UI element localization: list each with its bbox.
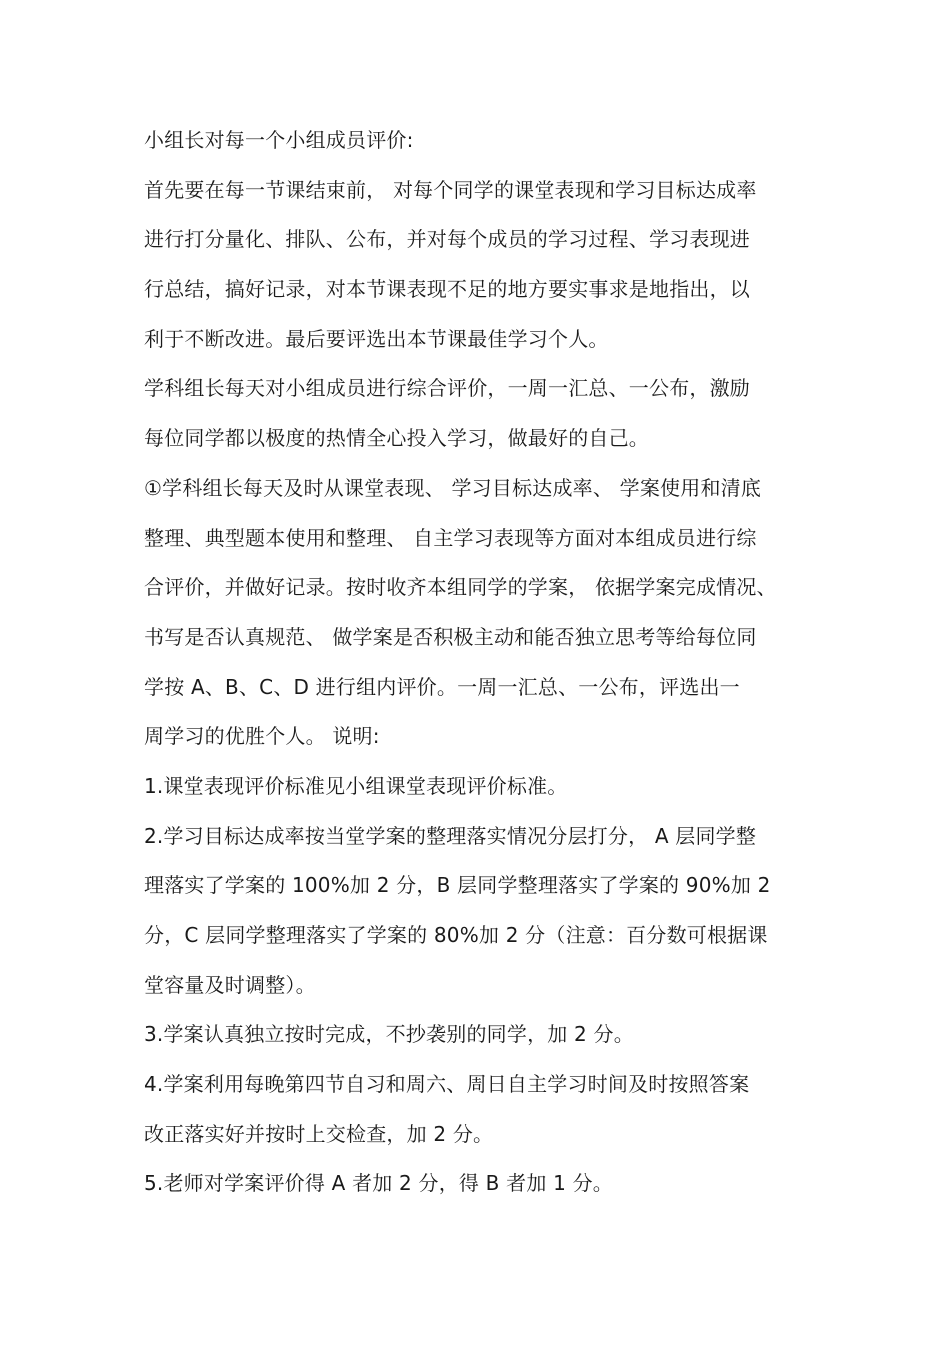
- text-line-19: 3.学案认真独立按时完成，不抄袭别的同学，加 2 分。: [144, 1022, 634, 1047]
- text-line-7: 每位同学都以极度的热情全心投入学习，做最好的自己。: [144, 426, 649, 451]
- text-line-11: 书写是否认真规范、 做学案是否积极主动和能否独立思考等给每位同: [144, 624, 757, 649]
- text-line-2: 首先要在每一节课结束前， 对每个同学的课堂表现和学习目标达成率: [144, 177, 757, 202]
- text-line-5: 利于不断改进。最后要评选出本节课最佳学习个人。: [144, 326, 609, 351]
- text-line-6: 学科组长每天对小组成员进行综合评价，一周一汇总、一公布，激励: [144, 376, 750, 401]
- text-line-20: 4.学案利用每晚第四节自习和周六、周日自主学习时间及时按照答案: [144, 1072, 750, 1097]
- text-line-18: 堂容量及时调整）。: [144, 972, 316, 997]
- text-line-8: ①学科组长每天及时从课堂表现、 学习目标达成率、 学案使用和清底: [144, 475, 762, 500]
- text-line-16: 理落实了学案的 100%加 2 分，B 层同学整理落实了学案的 90%加 2: [144, 873, 771, 898]
- text-line-15: 2.学习目标达成率按当堂学案的整理落实情况分层打分， A 层同学整: [144, 823, 757, 848]
- text-line-10: 合评价，并做好记录。按时收齐本组同学的学案， 依据学案完成情况、: [144, 575, 777, 600]
- text-line-13: 周学习的优胜个人。 说明:: [144, 724, 380, 749]
- text-line-12: 学按 A、B、C、D 进行组内评价。一周一汇总、一公布，评选出一: [144, 674, 740, 699]
- text-line-9: 整理、典型题本使用和整理、 自主学习表现等方面对本组成员进行综: [144, 525, 757, 550]
- text-line-4: 行总结，搞好记录，对本节课表现不足的地方要实事求是地指出，以: [144, 277, 750, 302]
- text-line-17: 分，C 层同学整理落实了学案的 80%加 2 分（注意：百分数可根据课: [144, 923, 768, 947]
- text-line-1: 小组长对每一个小组成员评价:: [144, 128, 414, 152]
- text-line-21: 改正落实好并按时上交检查，加 2 分。: [144, 1121, 494, 1146]
- text-line-22: 5.老师对学案评价得 A 者加 2 分，得 B 者加 1 分。: [144, 1171, 613, 1196]
- text-line-3: 进行打分量化、排队、公布，并对每个成员的学习过程、学习表现进: [144, 227, 750, 252]
- document-body: [144, 122, 834, 1215]
- text-line-14: 1.课堂表现评价标准见小组课堂表现评价标准。: [144, 773, 568, 798]
